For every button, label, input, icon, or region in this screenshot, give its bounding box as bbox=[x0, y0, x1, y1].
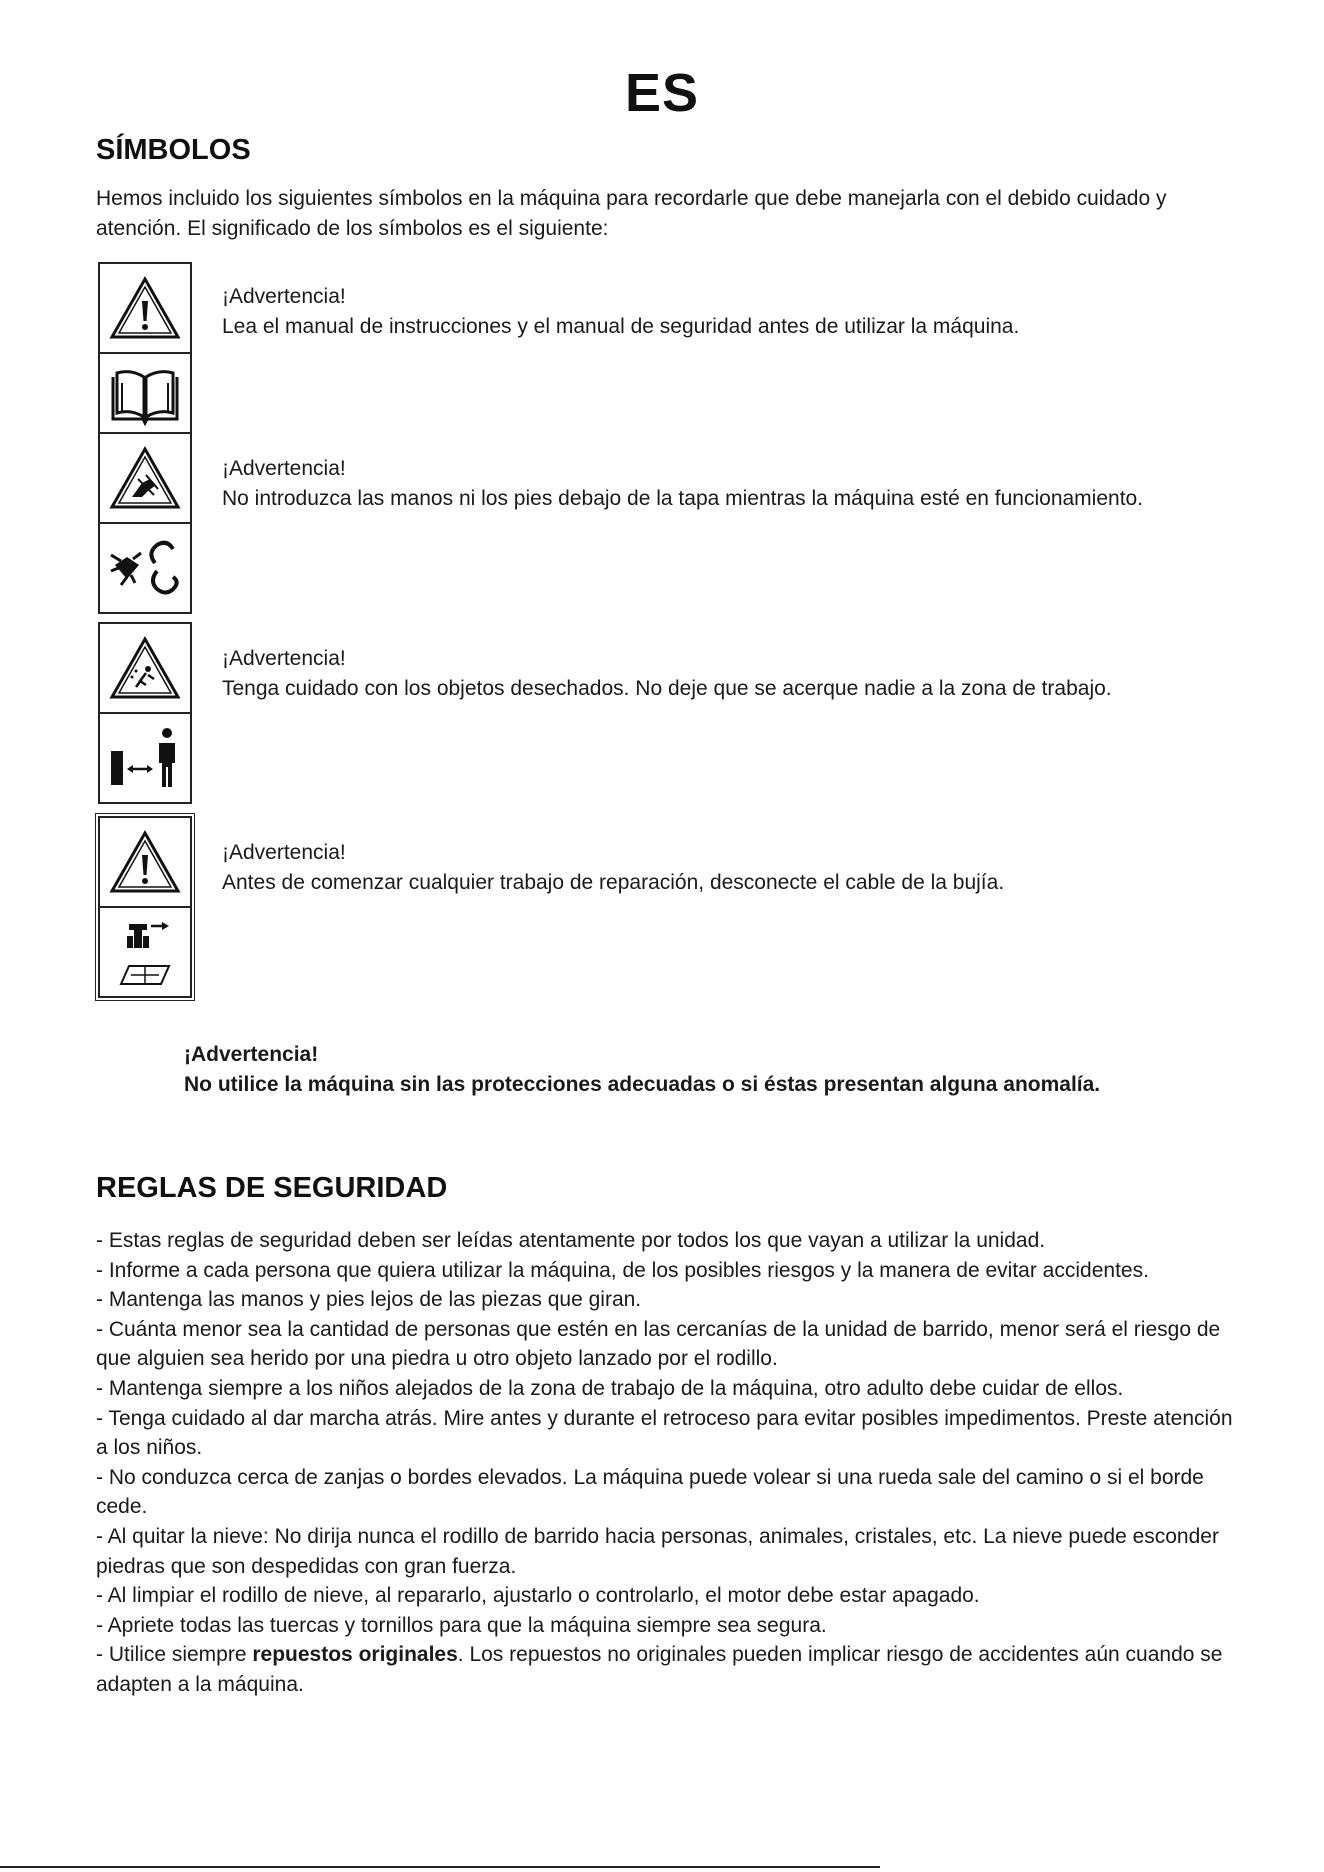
rule-suffix: . Los repuestos no originales pueden implicar riesgo de accidentes aún cuando se adapten a la máquina. bbox=[96, 1643, 1223, 1696]
symbol-text-2: No introduzca las manos ni los pies debajo de la tapa mientras la máquina esté en funcionamiento. bbox=[222, 487, 1144, 510]
rule-item: - Tenga cuidado al dar marcha atrás. Mire antes y durante el retroceso para evitar posibles impedimentos. Preste atención a los niños. bbox=[96, 1406, 1233, 1460]
bold-warning-title: ¡Advertencia! bbox=[184, 1043, 319, 1066]
symbols-heading: SÍMBOLOS bbox=[96, 134, 251, 166]
rule-bold-original-parts: repuestos originales bbox=[252, 1643, 458, 1667]
symbol-title-2: ¡Advertencia! bbox=[222, 457, 346, 480]
rule-prefix: - Utilice siempre bbox=[96, 1643, 253, 1667]
rule-item: - No conduzca cerca de zanjas o bordes elevados. La máquina puede volear si una rueda sale del camino o si el borde cede. bbox=[96, 1465, 1204, 1519]
rule-item: - Mantenga las manos y pies lejos de las piezas que giran. bbox=[96, 1288, 642, 1312]
safety-rules-list bbox=[96, 1226, 1246, 1700]
symbol-desc-2 bbox=[222, 454, 1222, 514]
rotating-parts-icon bbox=[100, 522, 190, 612]
rule-item: - Al limpiar el rodillo de nieve, al repararlo, ajustarlo o controlarlo, el motor debe estar apagado. bbox=[96, 1584, 980, 1608]
symbol-text-1: Lea el manual de instrucciones y el manual de seguridad antes de utilizar la máquina. bbox=[222, 315, 1020, 338]
keep-distance-icon bbox=[100, 712, 190, 802]
symbol-box-2 bbox=[98, 432, 192, 614]
symbol-desc-3 bbox=[222, 644, 1222, 704]
symbol-text-4: Antes de comenzar cualquier trabajo de reparación, desconecte el cable de la bujía. bbox=[222, 871, 1005, 894]
rule-item: - Informe a cada persona que quiera utilizar la máquina, de los posibles riesgos y la manera de evitar accidentes. bbox=[96, 1258, 1149, 1282]
thrown-objects-warning-icon bbox=[100, 624, 190, 712]
bold-warning bbox=[184, 1040, 1244, 1100]
symbol-title-3: ¡Advertencia! bbox=[222, 647, 346, 670]
symbol-desc-4 bbox=[222, 838, 1222, 898]
manual-book-icon bbox=[100, 352, 190, 442]
rule-item: - Estas reglas de seguridad deben ser leídas atentamente por todos los que vayan a utilizar la unidad. bbox=[96, 1229, 1046, 1252]
rule-item-original-parts bbox=[96, 1640, 1246, 1699]
warning-triangle-icon bbox=[100, 264, 190, 352]
warning-triangle-icon bbox=[100, 818, 190, 906]
symbol-box-1 bbox=[98, 262, 192, 444]
spark-plug-disconnect-icon bbox=[100, 906, 190, 996]
symbol-text-3: Tenga cuidado con los objetos desechados. No deje que se acerque nadie a la zona de trabajo. bbox=[222, 677, 1112, 700]
symbol-title-1: ¡Advertencia! bbox=[222, 285, 346, 308]
footer-divider bbox=[0, 1866, 880, 1868]
rule-item: - Cuánta menor sea la cantidad de personas que estén en las cercanías de la unidad de barrido, menor será el riesgo de que alguien sea herido por una piedra u otro objeto lanzado por el rodillo. bbox=[96, 1317, 1221, 1371]
symbol-title-4: ¡Advertencia! bbox=[222, 841, 346, 864]
bold-warning-text: No utilice la máquina sin las protecciones adecuadas o si éstas presentan alguna anomalía. bbox=[184, 1073, 1101, 1096]
language-code: ES bbox=[624, 63, 700, 123]
rule-item: - Apriete todas las tuercas y tornillos para que la máquina siempre sea segura. bbox=[96, 1613, 827, 1637]
symbol-desc-1 bbox=[222, 282, 1222, 342]
rule-item: - Al quitar la nieve: No dirija nunca el rodillo de barrido hacia personas, animales, cristales, etc. La nieve puede esconder piedras que son despedidas con gran fuerza. bbox=[96, 1524, 1219, 1578]
symbol-box-4 bbox=[98, 816, 192, 998]
symbols-intro: Hemos incluido los siguientes símbolos en la máquina para recordarle que debe manejarla con el debido cuidado y atención. El significado de los símbolos es el siguiente: bbox=[96, 187, 1167, 240]
symbol-box-3 bbox=[98, 622, 192, 804]
safety-rules-heading: REGLAS DE SEGURIDAD bbox=[96, 1172, 448, 1204]
rule-item: - Mantenga siempre a los niños alejados de la zona de trabajo de la máquina, otro adulto debe cuidar de ellos. bbox=[96, 1376, 1124, 1400]
hand-injury-warning-icon bbox=[100, 434, 190, 522]
